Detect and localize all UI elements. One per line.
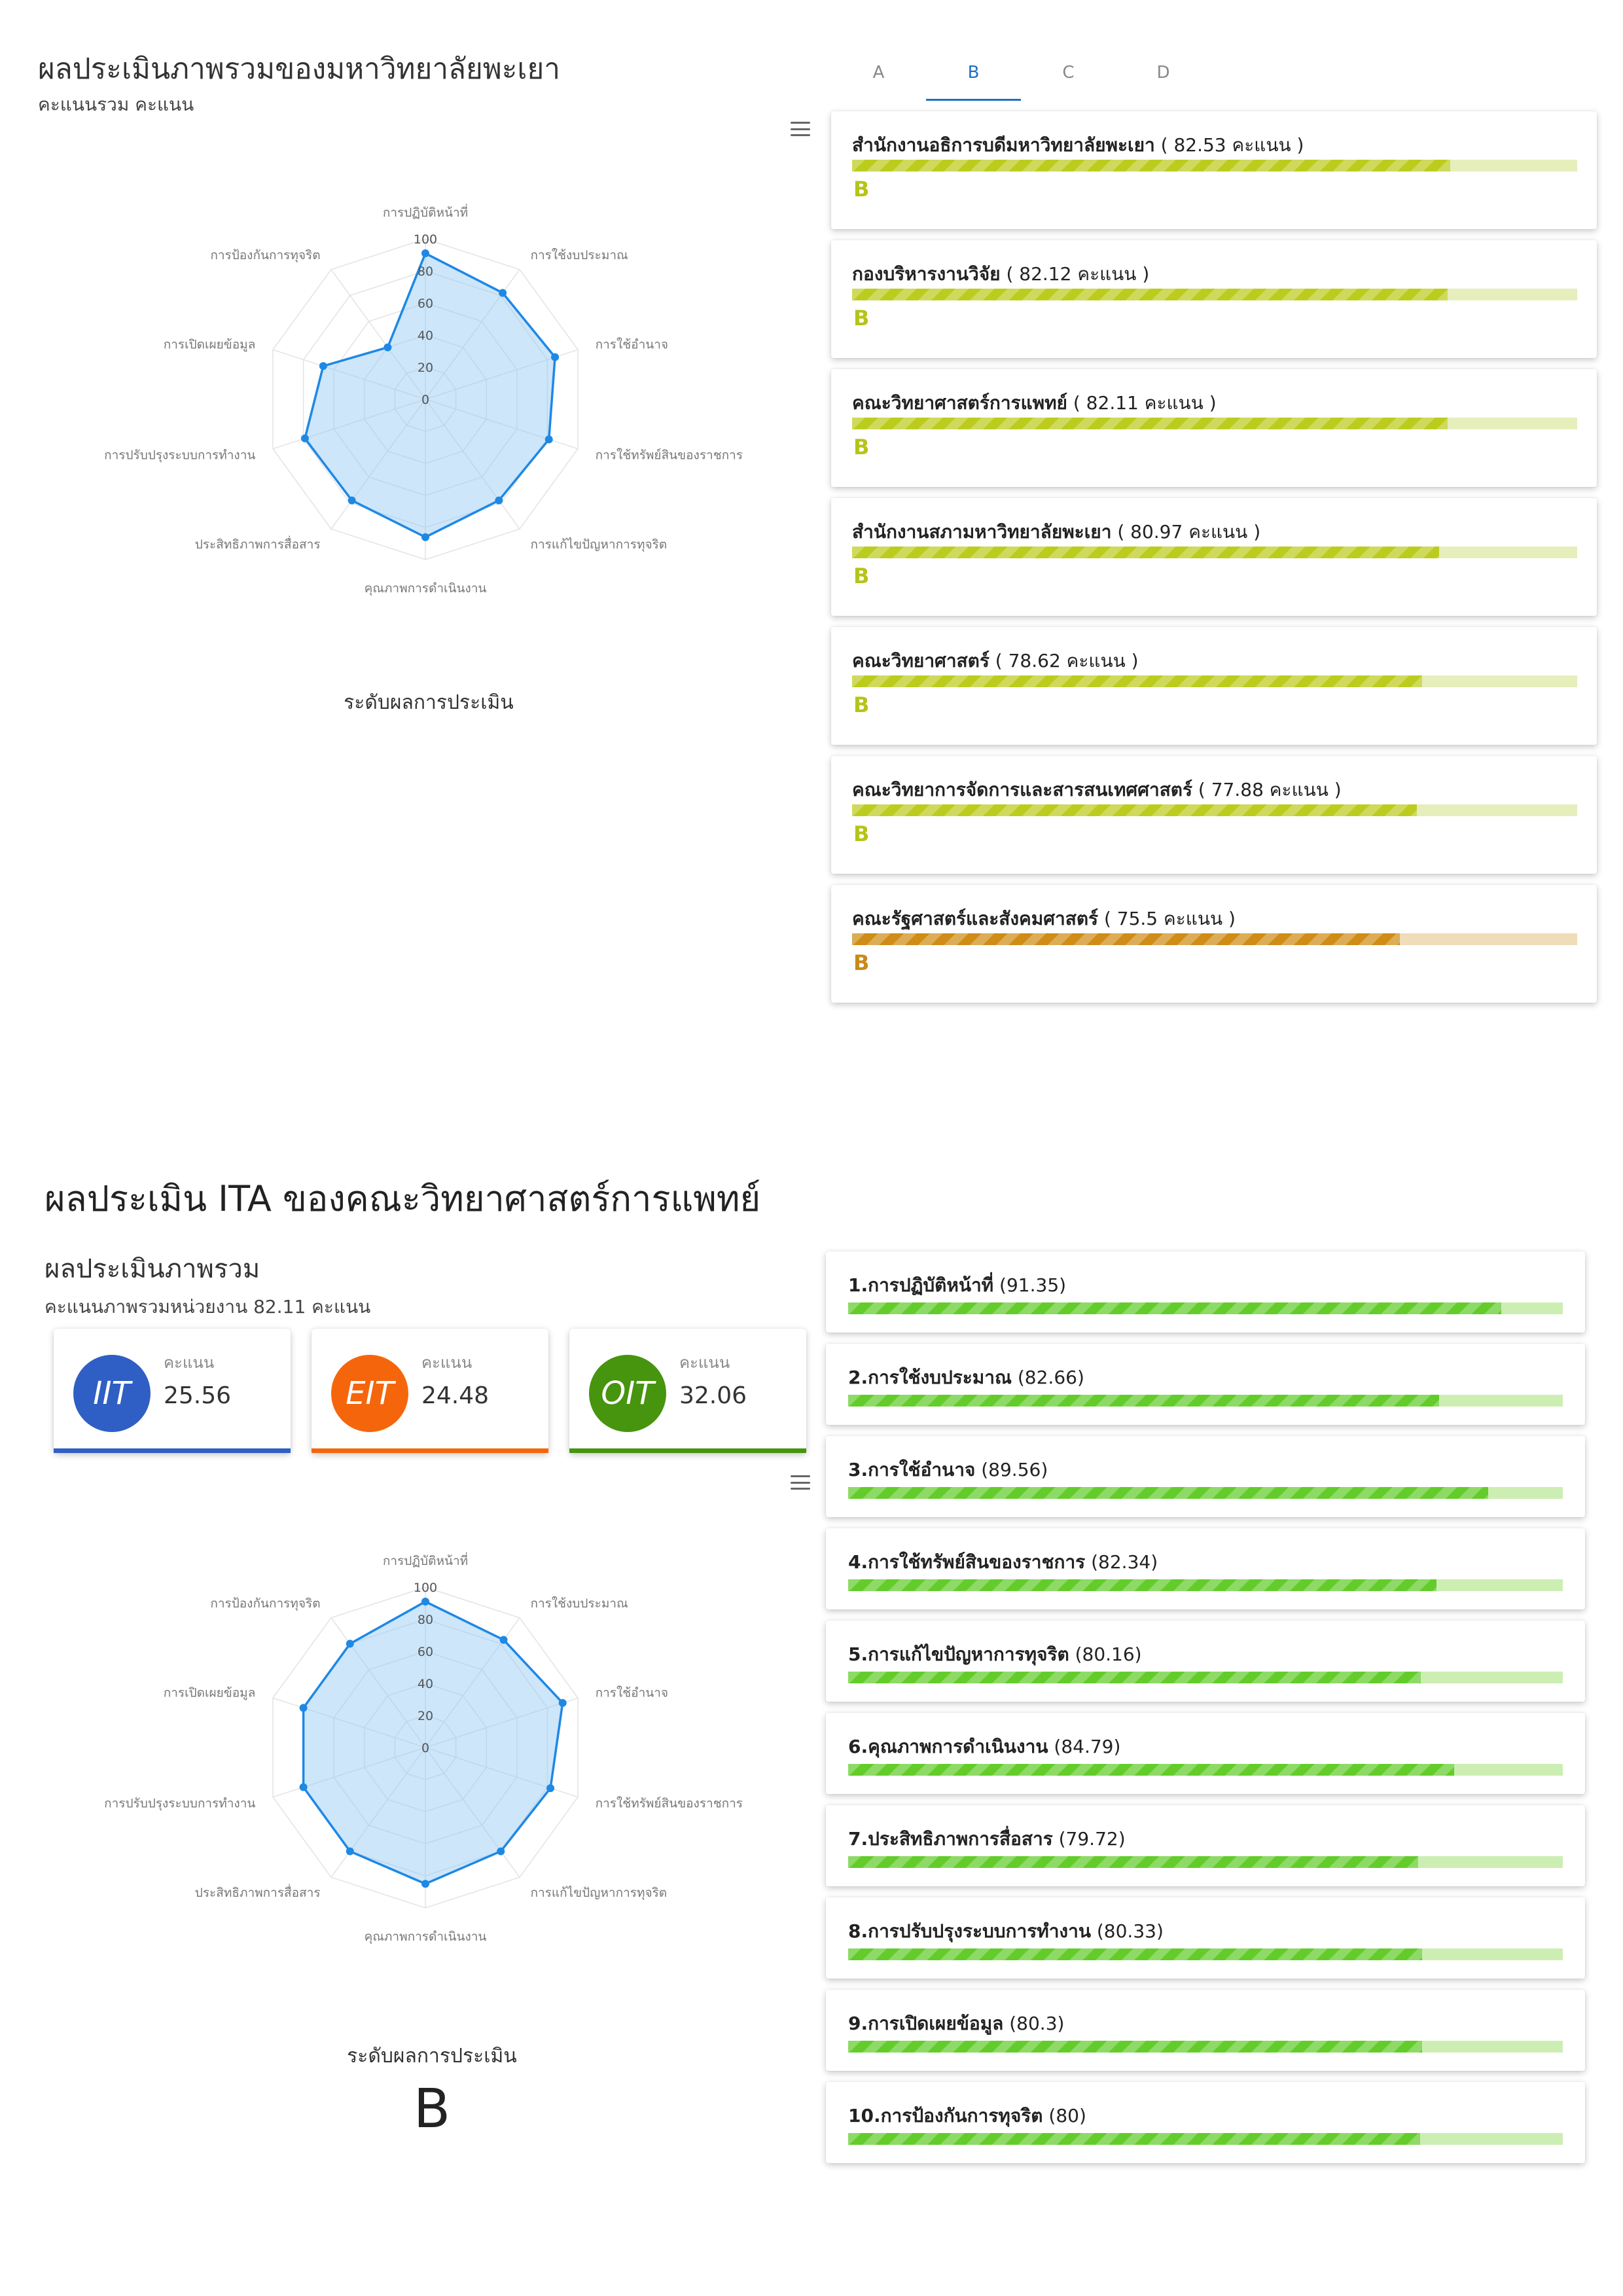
indicator-card[interactable]: [826, 1251, 1585, 1333]
unit-card[interactable]: [831, 369, 1597, 487]
radar-point[interactable]: [546, 1784, 554, 1792]
iit-badge: IIT: [73, 1355, 151, 1432]
overall-score-text: คะแนนภาพรวมหน่วยงาน 82.11 คะแนน: [45, 1296, 371, 1318]
unit-name: สำนักงานอธิการบดีมหาวิทยาลัยพะเยา ( 82.53 คะแนน ): [852, 134, 1304, 156]
radar-axis-label: การใช้ทรัพย์สินของราชการ: [595, 448, 743, 463]
radar-point[interactable]: [348, 497, 356, 505]
oit-score-value: 32.06: [679, 1382, 747, 1409]
radar-tick-label: 80: [417, 264, 434, 279]
indicator-score-bar: [848, 1395, 1563, 1407]
radar-axis-label: การใช้อำนาจ: [595, 337, 669, 352]
unit-score-bar: [852, 547, 1577, 558]
assessment-grade: B: [413, 2078, 451, 2140]
radar-point[interactable]: [497, 1848, 505, 1856]
radar-axis-label: การใช้งบประมาณ: [530, 248, 628, 263]
indicator-score-bar: [848, 1302, 1563, 1314]
section2-subtitle: ผลประเมินภาพรวม: [45, 1254, 260, 1284]
indicator-card[interactable]: [826, 1528, 1585, 1609]
radar-point[interactable]: [383, 344, 391, 351]
radar-point[interactable]: [300, 1704, 308, 1712]
indicator-score-bar: [848, 1487, 1563, 1499]
unit-name: คณะรัฐศาสตร์และสังคมศาสตร์ ( 75.5 คะแนน ): [852, 908, 1236, 929]
indicator-name: 5.การแก้ไขปัญหาการทุจริต (80.16): [848, 1643, 1142, 1665]
unit-score-bar: [852, 675, 1577, 687]
radar-axis-label: การป้องกันการทุจริต: [210, 248, 321, 263]
radar-axis-label: คุณภาพการดำเนินงาน: [364, 1929, 487, 1944]
unit-name: กองบริหารงานวิจัย ( 82.12 คะแนน ): [852, 263, 1150, 285]
oit-score-card: [569, 1329, 806, 1453]
unit-grade: B: [853, 177, 870, 202]
radar-tick-label: 0: [421, 393, 430, 407]
university-radar-chart: [79, 177, 772, 596]
unit-score-bar: [852, 804, 1577, 816]
unit-card[interactable]: [831, 627, 1597, 745]
tab-c[interactable]: C: [1062, 63, 1075, 82]
radar-tick-label: 20: [417, 361, 434, 375]
unit-grade: B: [853, 564, 870, 588]
card-underline: [54, 1448, 291, 1453]
radar-point[interactable]: [319, 362, 327, 370]
radar-point[interactable]: [551, 353, 559, 361]
unit-name: คณะวิทยาศาสตร์ ( 78.62 คะแนน ): [852, 650, 1139, 672]
indicator-name: 7.ประสิทธิภาพการสื่อสาร (79.72): [848, 1828, 1126, 1850]
chart-menu-icon[interactable]: [791, 1475, 810, 1490]
radar-tick-label: 80: [417, 1613, 434, 1627]
radar-tick-label: 40: [417, 329, 434, 343]
indicator-card[interactable]: [826, 1897, 1585, 1979]
radar-axis-label: การแก้ไขปัญหาการทุจริต: [530, 1885, 668, 1900]
indicator-card[interactable]: [826, 1990, 1585, 2071]
radar-axis-label: ประสิทธิภาพการสื่อสาร: [194, 1885, 321, 1900]
indicator-score-bar: [848, 1672, 1563, 1683]
radar-point[interactable]: [346, 1848, 354, 1856]
faculty-radar-chart: [79, 1525, 772, 1944]
indicator-name: 9.การเปิดเผยข้อมูล (80.3): [848, 2013, 1065, 2034]
radar-axis-label: การปฏิบัติหน้าที่: [382, 206, 469, 220]
radar-axis-label: การใช้ทรัพย์สินของราชการ: [595, 1796, 743, 1811]
indicator-name: 4.การใช้ทรัพย์สินของราชการ (82.34): [848, 1551, 1158, 1573]
radar-axis-label: การใช้อำนาจ: [595, 1685, 669, 1700]
indicator-name: 10.การป้องกันการทุจริต (80): [848, 2105, 1086, 2126]
radar-axis-label: การปรับปรุงระบบการทำงาน: [104, 448, 256, 463]
section2-title: ผลประเมิน ITA ของคณะวิทยาศาสตร์การแพทย์: [45, 1178, 761, 1219]
radar-axis-label: คุณภาพการดำเนินงาน: [364, 581, 487, 596]
radar-series-area: [304, 1602, 563, 1884]
indicator-name: 2.การใช้งบประมาณ (82.66): [848, 1367, 1084, 1388]
indicator-score-bar: [848, 1856, 1563, 1868]
unit-grade: B: [853, 435, 870, 459]
iit-score-value: 25.56: [164, 1382, 232, 1409]
radar-axis-label: การป้องกันการทุจริต: [210, 1596, 321, 1611]
unit-card[interactable]: [831, 885, 1597, 1003]
unit-card[interactable]: [831, 498, 1597, 616]
radar-tick-label: 20: [417, 1709, 434, 1723]
radar-point[interactable]: [346, 1640, 354, 1647]
score-label: คะแนน: [164, 1354, 215, 1372]
radar-point[interactable]: [421, 533, 429, 541]
indicator-score-bar: [848, 2133, 1563, 2145]
score-label: คะแนน: [421, 1354, 473, 1372]
section1-subtitle: คะแนนรวม คะแนน: [38, 94, 194, 115]
radar-axis-label: การแก้ไขปัญหาการทุจริต: [530, 537, 668, 552]
indicator-score-bar: [848, 1764, 1563, 1776]
radar-axis-label: การปรับปรุงระบบการทำงาน: [104, 1796, 256, 1811]
radar-axis-label: การใช้งบประมาณ: [530, 1596, 628, 1611]
radar-point[interactable]: [301, 435, 309, 442]
tab-a[interactable]: A: [872, 63, 885, 82]
grade-tabs: [831, 59, 1211, 101]
indicator-score-bar: [848, 1579, 1563, 1591]
indicator-score-bar: [848, 2041, 1563, 2053]
unit-card[interactable]: [831, 111, 1597, 229]
unit-grade: B: [853, 306, 870, 331]
assessment-level-label: ระดับผลการประเมิน: [344, 691, 514, 714]
tab-d[interactable]: D: [1156, 63, 1170, 82]
assessment-level-label: ระดับผลการประเมิน: [347, 2045, 517, 2068]
radar-tick-label: 60: [417, 296, 434, 311]
unit-name: คณะวิทยาศาสตร์การแพทย์ ( 82.11 คะแนน ): [852, 392, 1217, 414]
indicator-score-bar: [848, 1948, 1563, 1960]
eit-badge: EIT: [331, 1355, 408, 1432]
oit-badge: OIT: [589, 1355, 666, 1432]
radar-point[interactable]: [421, 249, 429, 257]
radar-axis-label: การเปิดเผยข้อมูล: [163, 337, 256, 352]
radar-point[interactable]: [421, 1598, 429, 1605]
indicator-name: 6.คุณภาพการดำเนินงาน (84.79): [848, 1736, 1121, 1757]
unit-score-bar: [852, 933, 1577, 945]
indicator-card[interactable]: [826, 1713, 1585, 1794]
unit-card[interactable]: [831, 240, 1597, 358]
indicator-card[interactable]: [826, 1436, 1585, 1517]
radar-tick-label: 0: [421, 1741, 430, 1755]
radar-point[interactable]: [559, 1699, 567, 1707]
unit-score-bar: [852, 289, 1577, 300]
radar-point[interactable]: [500, 1636, 508, 1643]
chart-menu-icon[interactable]: [791, 122, 810, 136]
indicator-card[interactable]: [826, 1621, 1585, 1702]
radar-axis-label: การปฏิบัติหน้าที่: [382, 1554, 469, 1568]
unit-name: คณะวิทยาการจัดการและสารสนเทศศาสตร์ ( 77.88 คะแนน ): [852, 779, 1342, 800]
indicator-name: 1.การปฏิบัติหน้าที่ (91.35): [848, 1274, 1067, 1296]
indicator-card[interactable]: [826, 1805, 1585, 1886]
unit-score-bar: [852, 160, 1577, 171]
card-underline: [312, 1448, 548, 1453]
unit-name: สำนักงานสภามหาวิทยาลัยพะเยา ( 80.97 คะแนน ): [852, 521, 1261, 543]
card-underline: [569, 1448, 806, 1453]
tab-b[interactable]: B: [926, 59, 1021, 101]
section1-title: ผลประเมินภาพรวมของมหาวิทยาลัยพะเยา: [38, 52, 560, 86]
unit-grade: B: [853, 692, 870, 717]
radar-point[interactable]: [499, 289, 507, 296]
eit-score-value: 24.48: [421, 1382, 490, 1409]
indicator-name: 3.การใช้อำนาจ (89.56): [848, 1459, 1048, 1480]
indicator-card[interactable]: [826, 1344, 1585, 1425]
radar-point[interactable]: [545, 435, 553, 443]
unit-card[interactable]: [831, 756, 1597, 874]
radar-tick-label: 100: [413, 232, 438, 247]
unit-grade: B: [853, 950, 870, 975]
iit-score-card: [54, 1329, 291, 1453]
radar-tick-label: 40: [417, 1677, 434, 1691]
score-label: คะแนน: [679, 1354, 730, 1372]
radar-point[interactable]: [495, 497, 503, 505]
radar-point[interactable]: [300, 1784, 308, 1791]
radar-tick-label: 60: [417, 1645, 434, 1659]
indicator-card[interactable]: [826, 2082, 1585, 2163]
unit-score-bar: [852, 418, 1577, 429]
eit-score-card: [312, 1329, 548, 1453]
radar-axis-label: การเปิดเผยข้อมูล: [163, 1685, 256, 1700]
radar-tick-label: 100: [413, 1581, 438, 1595]
radar-point[interactable]: [421, 1880, 429, 1888]
unit-grade: B: [853, 821, 870, 846]
indicator-name: 8.การปรับปรุงระบบการทำงาน (80.33): [848, 1920, 1164, 1942]
radar-axis-label: ประสิทธิภาพการสื่อสาร: [194, 537, 321, 552]
